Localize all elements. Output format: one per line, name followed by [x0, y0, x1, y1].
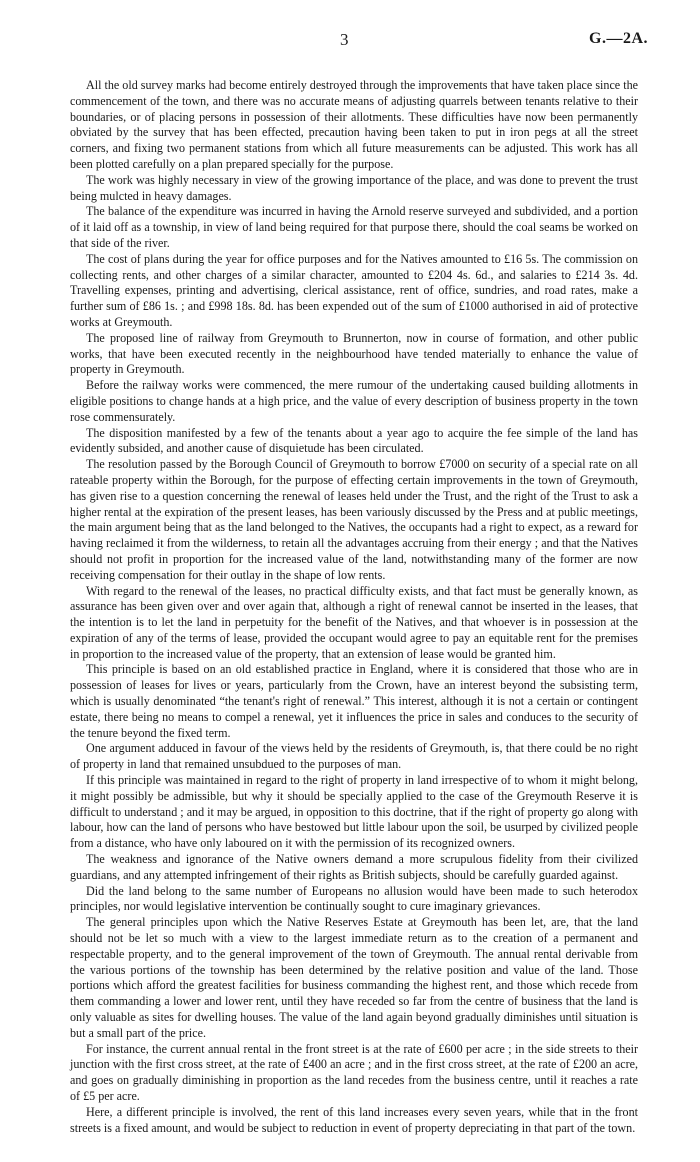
paragraph: The resolution passed by the Borough Council of Greymouth to borrow £7000 on security of a special rate on all rateable property within the Borough, for the purpose of effecting certain improvements in the town of Greymouth, has given rise to a question concerning the renewal of leases held under the Trust, and the right of the Trust to ask a higher rental at the expiration of the present leases, has been variously discussed by the Press and at public meetings, the main argument being that as the land belonged to the Natives, the occupants had a right to expect, as a reward for having reclaimed it from the wilderness, to retain all the advantages accruing from their energy ; and that the Natives should not profit in proportion for the increased value of the land, notwithstanding many of the former are now receiving compensation for their outlay in the shape of low rents.: [70, 457, 638, 582]
body-text: [70, 78, 638, 1136]
paragraph: The work was highly necessary in view of the growing importance of the place, and was done to prevent the trust being mulcted in heavy damages.: [70, 172, 638, 203]
paragraph: All the old survey marks had become entirely destroyed through the improvements that have taken place since the commencement of the town, and there was no accurate means of adjusting quarrels between tenants relative to their boundaries, or of placing persons in possession of their allotments. These difficulties have now been permanently obviated by the survey that has been effected, precaution having been taken to put in iron pegs at all the street corners, and fixing two permanent stations from which all future measurements can be adjusted. This work has all been plotted carefully on a plan prepared specially for the purpose.: [70, 78, 638, 171]
paragraph: For instance, the current annual rental in the front street is at the rate of £600 per acre ; in the side streets to their junction with the first cross street, at the rate of £400 an acre ; and in the first cross street, at the rate of £200 an acre, and goes on gradually diminishing in proportion as the land recedes from the business centre, until it reaches a rate of £5 per acre.: [70, 1041, 638, 1103]
page-number: 3: [340, 30, 349, 49]
paragraph: The balance of the expenditure was incurred in having the Arnold reserve surveyed and subdivided, and a portion of it laid off as a township, in view of land being required for that purpose there, should the coal seams be worked on that side of the river.: [70, 204, 638, 250]
paragraph: Here, a different principle is involved, the rent of this land increases every seven years, while that in the front streets is a fixed amount, and would be subject to reduction in event of property depreciating in that part of the town.: [70, 1104, 638, 1135]
paragraph: The cost of plans during the year for office purposes and for the Natives amounted to £16 5s. The commission on collecting rents, and other charges of a similar character, amounted to £204 4s. 6d., and salaries to £214 3s. 4d. Travelling expenses, printing and advertising, clerical assistance, rent of office, sundries, and road rates, make a further sum of £86 1s. ; and £998 18s. 8d. has been expended out of the sum of £1000 authorised in aid of protective works at Greymouth.: [70, 251, 638, 329]
paragraph: This principle is based on an old established practice in England, where it is considered that those who are in possession of leases for lives or years, particularly from the Crown, have an interest beyond the subsisting term, which is usually denominated “the tenant's right of renewal.” This interest, although it is not a certain or contingent estate, there being no means to compel a renewal, yet it influences the price in sales and conduces to the security of the tenure beyond the fixed term.: [70, 662, 638, 740]
paragraph: If this principle was maintained in regard to the right of property in land irrespective of to whom it might belong, it might possibly be admissible, but why it should be specially applied to the case of the Greymouth Reserve it is difficult to understand ; and it may be argued, in opposition to this doctrine, that if the right of property go along with labour, how can the land of persons who have bestowed but little labour upon the soil, be usurped by civilized people from a distance, who have only laboured on it with the permission of its recognized owners.: [70, 773, 638, 851]
paragraph: The proposed line of railway from Greymouth to Brunnerton, now in course of formation, and other public works, that have been executed recently in the neighbourhood have tended materially to enhance the value of property in Greymouth.: [70, 330, 638, 377]
page-header: [70, 0, 648, 49]
paragraph: With regard to the renewal of the leases, no practical difficulty exists, and that fact must be generally known, as assurance has been given over and over again that, although a right of renewal cannot be inserted in the leases, that the intention is to let the land in perpetuity for the benefit of the Natives, and that whoever is in possession at the expiration of any of the terms of lease, provided the occupant would agree to pay an equitable rent for the premises in proportion to the increased value of the property, that an extension of lease would be granted him.: [70, 583, 638, 661]
paragraph: The disposition manifested by a few of the tenants about a year ago to acquire the fee simple of the land has evidently subsided, and another cause of disquietude has been circulated.: [70, 425, 638, 456]
document-reference: G.—2A.: [589, 30, 648, 47]
paragraph: The general principles upon which the Native Reserves Estate at Greymouth has been let, are, that the land should not be let so much with a view to the largest immediate return as to the creation of a permanent and respectable property, and to the general improvement of the town of Greymouth. The annual rental derivable from the various portions of the township has been determined by the relative position and value of the land. Those portions which afford the greatest facilities for business commanding the highest rent, and those which recede from them commanding a lower and lower rent, until they have receded so far from the centre of business that the land is only valuable as sites for dwelling houses. The value of the land again beyond gradually diminishes until situation is but a small part of the price.: [70, 915, 638, 1040]
paragraph: One argument adduced in favour of the views held by the residents of Greymouth, is, that there could be no right of property in land that remained unsubdued to the purposes of man.: [70, 741, 638, 772]
paragraph: Before the railway works were commenced, the mere rumour of the undertaking caused building allotments in eligible positions to change hands at a high price, and the value of every description of business property in the town rose commensurately.: [70, 378, 638, 424]
paragraph: Did the land belong to the same number of Europeans no allusion would have been made to such heterodox principles, nor would legislative intervention be continually sought to cure imaginary grievances.: [70, 883, 638, 914]
paragraph: The weakness and ignorance of the Native owners demand a more scrupulous fidelity from their civilized guardians, and any attempted infringement of their rights as British subjects, should be carefully guarded against.: [70, 852, 638, 882]
